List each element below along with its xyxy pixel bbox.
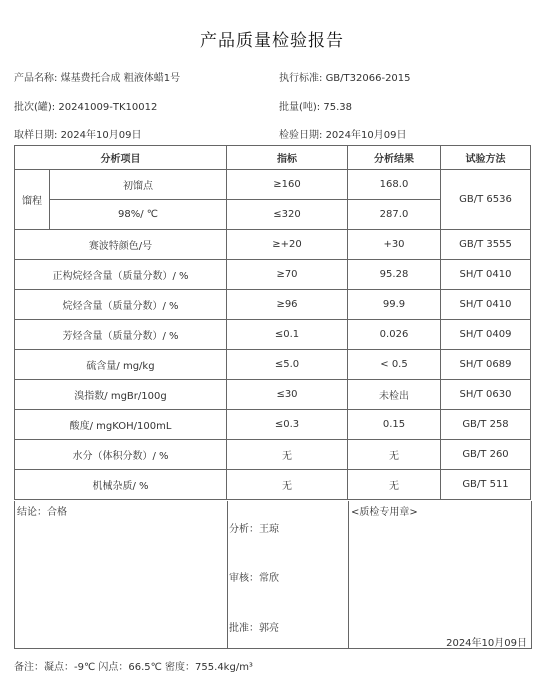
standard — [279, 69, 411, 84]
row-spec: 无 — [227, 440, 348, 470]
seal-label: <质检专用章> — [351, 507, 418, 518]
remark-line: 备注：凝点：-9℃ 闪点：66.5℃ 密度：755.4kg/m³ — [14, 662, 253, 673]
row-result: 99.9 — [348, 290, 441, 320]
row-result: 未检出 — [348, 380, 441, 410]
row-item: 机械杂质/ % — [15, 470, 227, 500]
header-result: 分析结果 — [348, 146, 441, 170]
batch-value: 20241009-TK10012 — [58, 102, 158, 113]
reviewer: 审核：常欣 — [229, 573, 279, 584]
quantity-value: 75.38 — [323, 102, 352, 113]
product-name — [14, 69, 180, 84]
row-result: 无 — [348, 440, 441, 470]
product-name-value: 煤基费托合成 粗液体蜡1号 — [60, 73, 181, 84]
row-method: SH/T 0630 — [441, 380, 531, 410]
header-spec: 指标 — [227, 146, 348, 170]
row-result: 0.15 — [348, 410, 441, 440]
table-header-row — [15, 146, 531, 170]
row-result: 287.0 — [348, 200, 441, 230]
standard-label: 执行标准: — [279, 73, 323, 84]
seal-cell — [349, 501, 531, 648]
analyst: 分析：王琼 — [229, 524, 279, 535]
sample-date-value: 2024年10月09日 — [60, 130, 142, 141]
row-method: SH/T 0410 — [441, 260, 531, 290]
table-row — [15, 170, 531, 200]
table-row — [15, 290, 531, 320]
row-result: < 0.5 — [348, 350, 441, 380]
table-row — [15, 410, 531, 440]
row-item: 硫含量/ mg/kg — [15, 350, 227, 380]
signatures-cell — [228, 501, 349, 648]
conclusion-cell — [15, 501, 228, 648]
test-date — [279, 126, 406, 141]
table-row — [15, 440, 531, 470]
quantity — [279, 98, 352, 113]
row-item: 芳烃含量（质量分数）/ % — [15, 320, 227, 350]
row-spec: ≤320 — [227, 200, 348, 230]
sample-date — [14, 126, 141, 141]
table-row — [15, 260, 531, 290]
row-method: SH/T 0689 — [441, 350, 531, 380]
row-spec: ≤5.0 — [227, 350, 348, 380]
table-row — [15, 350, 531, 380]
row-item: 赛波特颜色/号 — [15, 230, 227, 260]
test-date-label: 检验日期: — [279, 130, 323, 141]
row-spec: ≤0.1 — [227, 320, 348, 350]
results-table — [14, 145, 531, 500]
standard-value: GB/T32066-2015 — [325, 73, 411, 84]
row-method: SH/T 0409 — [441, 320, 531, 350]
row-spec: 无 — [227, 470, 348, 500]
row-spec: ≥70 — [227, 260, 348, 290]
table-row — [15, 230, 531, 260]
distillation-group: 馏程 — [15, 170, 50, 230]
row-method: GB/T 511 — [441, 470, 531, 500]
row-method: GB/T 258 — [441, 410, 531, 440]
product-name-label: 产品名称: — [14, 73, 58, 84]
batch — [14, 98, 157, 113]
row-result: +30 — [348, 230, 441, 260]
row-item: 溴指数/ mgBr/100g — [15, 380, 227, 410]
row-item: 烷烃含量（质量分数）/ % — [15, 290, 227, 320]
table-row — [15, 380, 531, 410]
row-method: GB/T 260 — [441, 440, 531, 470]
row-spec: ≤0.3 — [227, 410, 348, 440]
row-result: 无 — [348, 470, 441, 500]
table-row — [15, 470, 531, 500]
row-spec: ≥+20 — [227, 230, 348, 260]
row-method: GB/T 3555 — [441, 230, 531, 260]
row-item: 初馏点 — [50, 170, 227, 200]
row-spec: ≥96 — [227, 290, 348, 320]
row-item: 水分（体积分数）/ % — [15, 440, 227, 470]
batch-label: 批次(罐): — [14, 102, 56, 113]
test-date-value: 2024年10月09日 — [325, 130, 407, 141]
row-result: 95.28 — [348, 260, 441, 290]
quantity-label: 批量(吨): — [279, 102, 321, 113]
report-date: 2024年10月09日 — [446, 638, 527, 649]
sample-date-label: 取样日期: — [14, 130, 58, 141]
header-method: 试验方法 — [441, 146, 531, 170]
row-result: 168.0 — [348, 170, 441, 200]
row-item: 98%/ ℃ — [50, 200, 227, 230]
row-spec: ≤30 — [227, 380, 348, 410]
header-item: 分析项目 — [15, 146, 227, 170]
signature-block — [14, 501, 532, 649]
approver: 批准：郭亮 — [229, 623, 279, 634]
conclusion-text: 结论：合格 — [17, 507, 67, 518]
row-method: SH/T 0410 — [441, 290, 531, 320]
row-item: 酸度/ mgKOH/100mL — [15, 410, 227, 440]
report-title: 产品质量检验报告 — [200, 31, 344, 51]
distillation-method: GB/T 6536 — [441, 170, 531, 230]
table-row — [15, 320, 531, 350]
row-spec: ≥160 — [227, 170, 348, 200]
row-item: 正构烷烃含量（质量分数）/ % — [15, 260, 227, 290]
row-result: 0.026 — [348, 320, 441, 350]
